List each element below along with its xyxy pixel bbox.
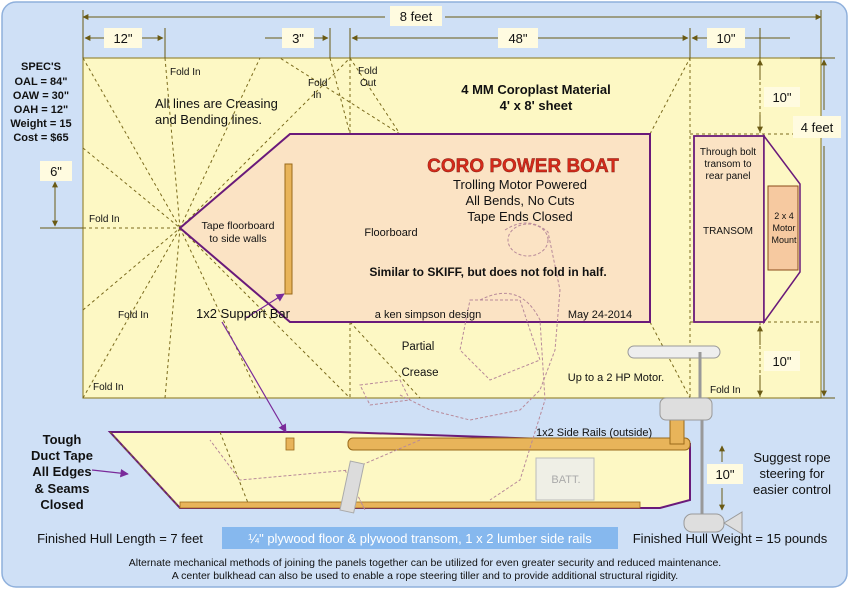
fold-in-bottom-right: Fold In bbox=[710, 385, 741, 396]
fold-in-lower-left: Fold In bbox=[118, 310, 149, 321]
width-48-label: 48" bbox=[508, 31, 528, 46]
side-rail bbox=[348, 438, 690, 450]
fold-in-top-left: Fold In bbox=[170, 67, 201, 78]
fold-in-left: Fold In bbox=[89, 214, 120, 225]
tape-note-3: All Edges bbox=[32, 464, 92, 479]
plywood-floor bbox=[180, 502, 640, 508]
height-10-bottom-label: 10" bbox=[772, 354, 792, 369]
crease-label: Crease bbox=[401, 367, 439, 379]
similar-note: Similar to SKIFF, but does not fold in half. bbox=[369, 265, 607, 279]
mount-label-2: Motor bbox=[772, 223, 796, 233]
tape-note-2: Duct Tape bbox=[31, 448, 93, 463]
mount-label-3: Mount bbox=[771, 235, 797, 245]
height-4feet-label: 4 feet bbox=[800, 120, 834, 135]
mount-label-1: 2 x 4 bbox=[774, 211, 794, 221]
height-6-label: 6" bbox=[50, 164, 62, 179]
hull-weight: Finished Hull Weight = 15 pounds bbox=[632, 531, 828, 546]
transom-note-2: transom to bbox=[704, 159, 752, 170]
rope-note-1: Suggest rope bbox=[753, 450, 831, 465]
designer-credit: a ken simpson design bbox=[374, 309, 482, 321]
width-12-label: 12" bbox=[113, 31, 133, 46]
fold-out-1: Fold bbox=[358, 66, 378, 77]
subtitle-3: Tape Ends Closed bbox=[467, 209, 573, 224]
fold-in-split-2: In bbox=[313, 90, 322, 101]
spec-oaw: OAW = 30" bbox=[12, 90, 70, 102]
specs-title: SPEC'S bbox=[21, 61, 61, 73]
crease-note-1: All lines are Creasing bbox=[155, 96, 278, 111]
design-date: May 24-2014 bbox=[567, 309, 633, 321]
battery-label: BATT. bbox=[551, 474, 581, 486]
tape-floorboard-2: to side walls bbox=[209, 233, 267, 245]
partial-label: Partial bbox=[401, 341, 435, 353]
floorboard-label: Floorboard bbox=[364, 227, 418, 239]
tape-note-4: & Seams bbox=[34, 481, 90, 496]
subtitle-2: All Bends, No Cuts bbox=[465, 193, 575, 208]
spec-cost: Cost = $65 bbox=[13, 132, 69, 144]
boat-title: CORO POWER BOAT bbox=[427, 156, 619, 177]
rope-note-2: steering for bbox=[759, 466, 825, 481]
spec-oah: OAH = 12" bbox=[13, 104, 69, 116]
total-width-label: 8 feet bbox=[399, 9, 433, 24]
fold-in-split-1: Fold bbox=[308, 78, 328, 89]
side-rails-label: 1x2 Side Rails (outside) bbox=[536, 427, 653, 439]
material-line-2: 4' x 8' sheet bbox=[499, 98, 573, 113]
tape-floorboard-1: Tape floorboard bbox=[201, 220, 275, 232]
support-bar bbox=[285, 164, 292, 294]
transom-note-3: rear panel bbox=[705, 171, 751, 182]
height-10-side-label: 10" bbox=[715, 467, 735, 482]
support-bar-label: 1x2 Support Bar bbox=[196, 306, 290, 321]
spec-weight: Weight = 15 bbox=[10, 118, 72, 130]
hull-length: Finished Hull Length = 7 feet bbox=[37, 531, 203, 546]
motor-note: Up to a 2 HP Motor. bbox=[567, 372, 665, 384]
transom-label: TRANSOM bbox=[703, 226, 753, 237]
width-3-label: 3" bbox=[292, 31, 304, 46]
tape-note-5: Closed bbox=[40, 497, 84, 512]
material-line-1: 4 MM Coroplast Material bbox=[461, 82, 611, 97]
crease-note-2: and Bending lines. bbox=[155, 112, 262, 127]
footer-note-1: Alternate mechanical methods of joining the panels together can be utilized for even greater security and reduced maintenance. bbox=[128, 557, 722, 569]
subtitle-1: Trolling Motor Powered bbox=[453, 177, 587, 192]
fold-out-2: Out bbox=[360, 78, 377, 89]
materials-text: ¼" plywood floor & plywood transom, 1 x 2 lumber side rails bbox=[248, 531, 592, 546]
transom-note-1: Through bolt bbox=[699, 147, 757, 158]
support-bar-side bbox=[286, 438, 294, 450]
height-10-top-label: 10" bbox=[772, 90, 792, 105]
spec-oal: OAL = 84" bbox=[14, 76, 68, 88]
footer-note-2: A center bulkhead can also be used to enable a rope steering tiller and to provide additional structural rigidity. bbox=[171, 570, 679, 582]
tape-note-1: Tough bbox=[42, 432, 82, 447]
rope-note-3: easier control bbox=[752, 482, 832, 497]
fold-in-bottom-left: Fold In bbox=[93, 382, 124, 393]
width-10-label: 10" bbox=[716, 31, 736, 46]
